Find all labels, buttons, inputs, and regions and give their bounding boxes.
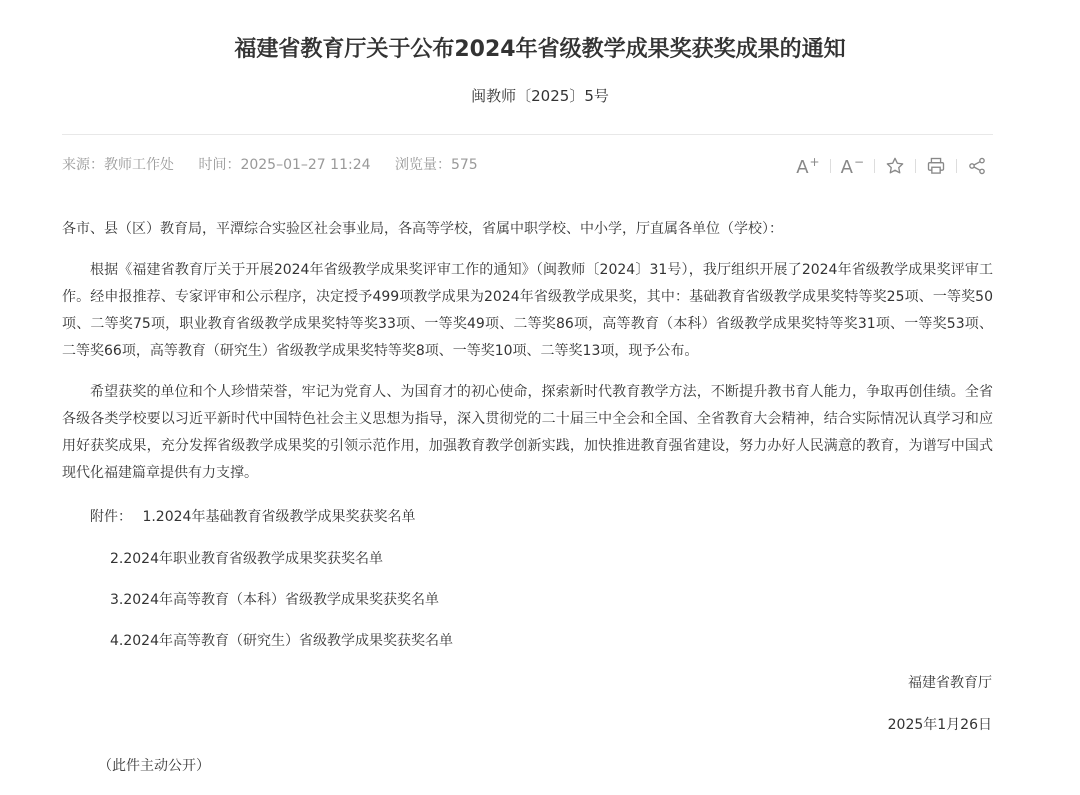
toolbar-separator <box>956 159 957 173</box>
meta-time: 时间：2025–01–27 11:24 <box>198 157 371 173</box>
article-title: 福建省教育厅关于公布2024年省级教学成果奖获奖成果的通知 <box>234 37 846 62</box>
document-number: 闽教师〔2025〕5号 <box>471 87 609 105</box>
meta-views: 浏览量：575 <box>394 157 478 173</box>
toolbar-separator <box>874 159 875 173</box>
header-divider <box>62 134 993 135</box>
toolbar-separator <box>830 159 831 173</box>
attachment-row-1 <box>90 505 415 529</box>
favorite-button[interactable] <box>878 153 912 179</box>
article-meta <box>62 153 478 177</box>
attachment-link-1[interactable]: 1.2024年基础教育省级教学成果奖获奖名单 <box>142 509 416 525</box>
font-decrease-button[interactable] <box>834 153 871 179</box>
salutation: 各市、县（区）教育局，平潭综合实验区社会事业局，各高等学校，省属中职学校、中小学，厅直属各单位（学校）： <box>62 221 783 237</box>
star-icon <box>885 156 905 176</box>
print-icon <box>926 156 946 176</box>
article-toolbar <box>789 153 994 179</box>
meta-source: 来源：教师工作处 <box>62 157 174 173</box>
issuer-signature: 福建省教育厅 <box>908 675 992 691</box>
attachments-label: 附件： <box>90 509 132 525</box>
body-paragraph-2: 希望获奖的单位和个人珍惜荣誉，牢记为党育人、为国育才的初心使命，探索新时代教育教学方法，不断提升教书育人能力，争取再创佳绩。全省各级各类学校要以习近平新时代中国特色社会主义思想为指导，深入贯彻党的二十届三中全会和全国、全省教育大会精神，结合实际情况认真学习和应用好获奖成果，充分发挥省级教学成果奖的引领示范作用，加强教育教学创新实践，加快推进教育强省建设，努力办好人民满意的教育，为谱写中国式现代化福建篇章提供有力支撑。 <box>62 384 993 481</box>
public-note: （此件主动公开） <box>98 758 210 774</box>
font-increase-icon: A+ <box>796 154 820 178</box>
attachment-link-2[interactable]: 2.2024年职业教育省级教学成果奖获奖名单 <box>110 551 383 567</box>
share-button[interactable] <box>960 153 994 179</box>
body-paragraph-1: 根据《福建省教育厅关于开展2024年省级教学成果奖评审工作的通知》（闽教师〔2024〕31号），我厅组织开展了2024年省级教学成果奖评审工作。经申报推荐、专家评审和公示程序，决定授予499项教学成果为2024年省级教学成果奖，其中：基础教育省级教学成果奖特等奖25项、一等奖50项、二等奖75项，职业教育省级教学成果奖特等奖33项、一等奖49项、二等奖86项，高等教育（本科）省级教学成果奖特等奖31项、一等奖53项、二等奖66项，高等教育（研究生）省级教学成果奖特等奖8项、一等奖10项、二等奖13项，现予公布。 <box>62 262 993 359</box>
font-decrease-icon: A− <box>840 154 864 178</box>
share-icon <box>967 156 987 176</box>
issue-date: 2025年1月26日 <box>887 717 992 733</box>
attachment-link-4[interactable]: 4.2024年高等教育（研究生）省级教学成果奖获奖名单 <box>110 633 453 649</box>
print-button[interactable] <box>919 153 953 179</box>
font-increase-button[interactable] <box>789 153 826 179</box>
article-body <box>62 216 993 501</box>
attachment-link-3[interactable]: 3.2024年高等教育（本科）省级教学成果奖获奖名单 <box>110 592 439 608</box>
toolbar-separator <box>915 159 916 173</box>
